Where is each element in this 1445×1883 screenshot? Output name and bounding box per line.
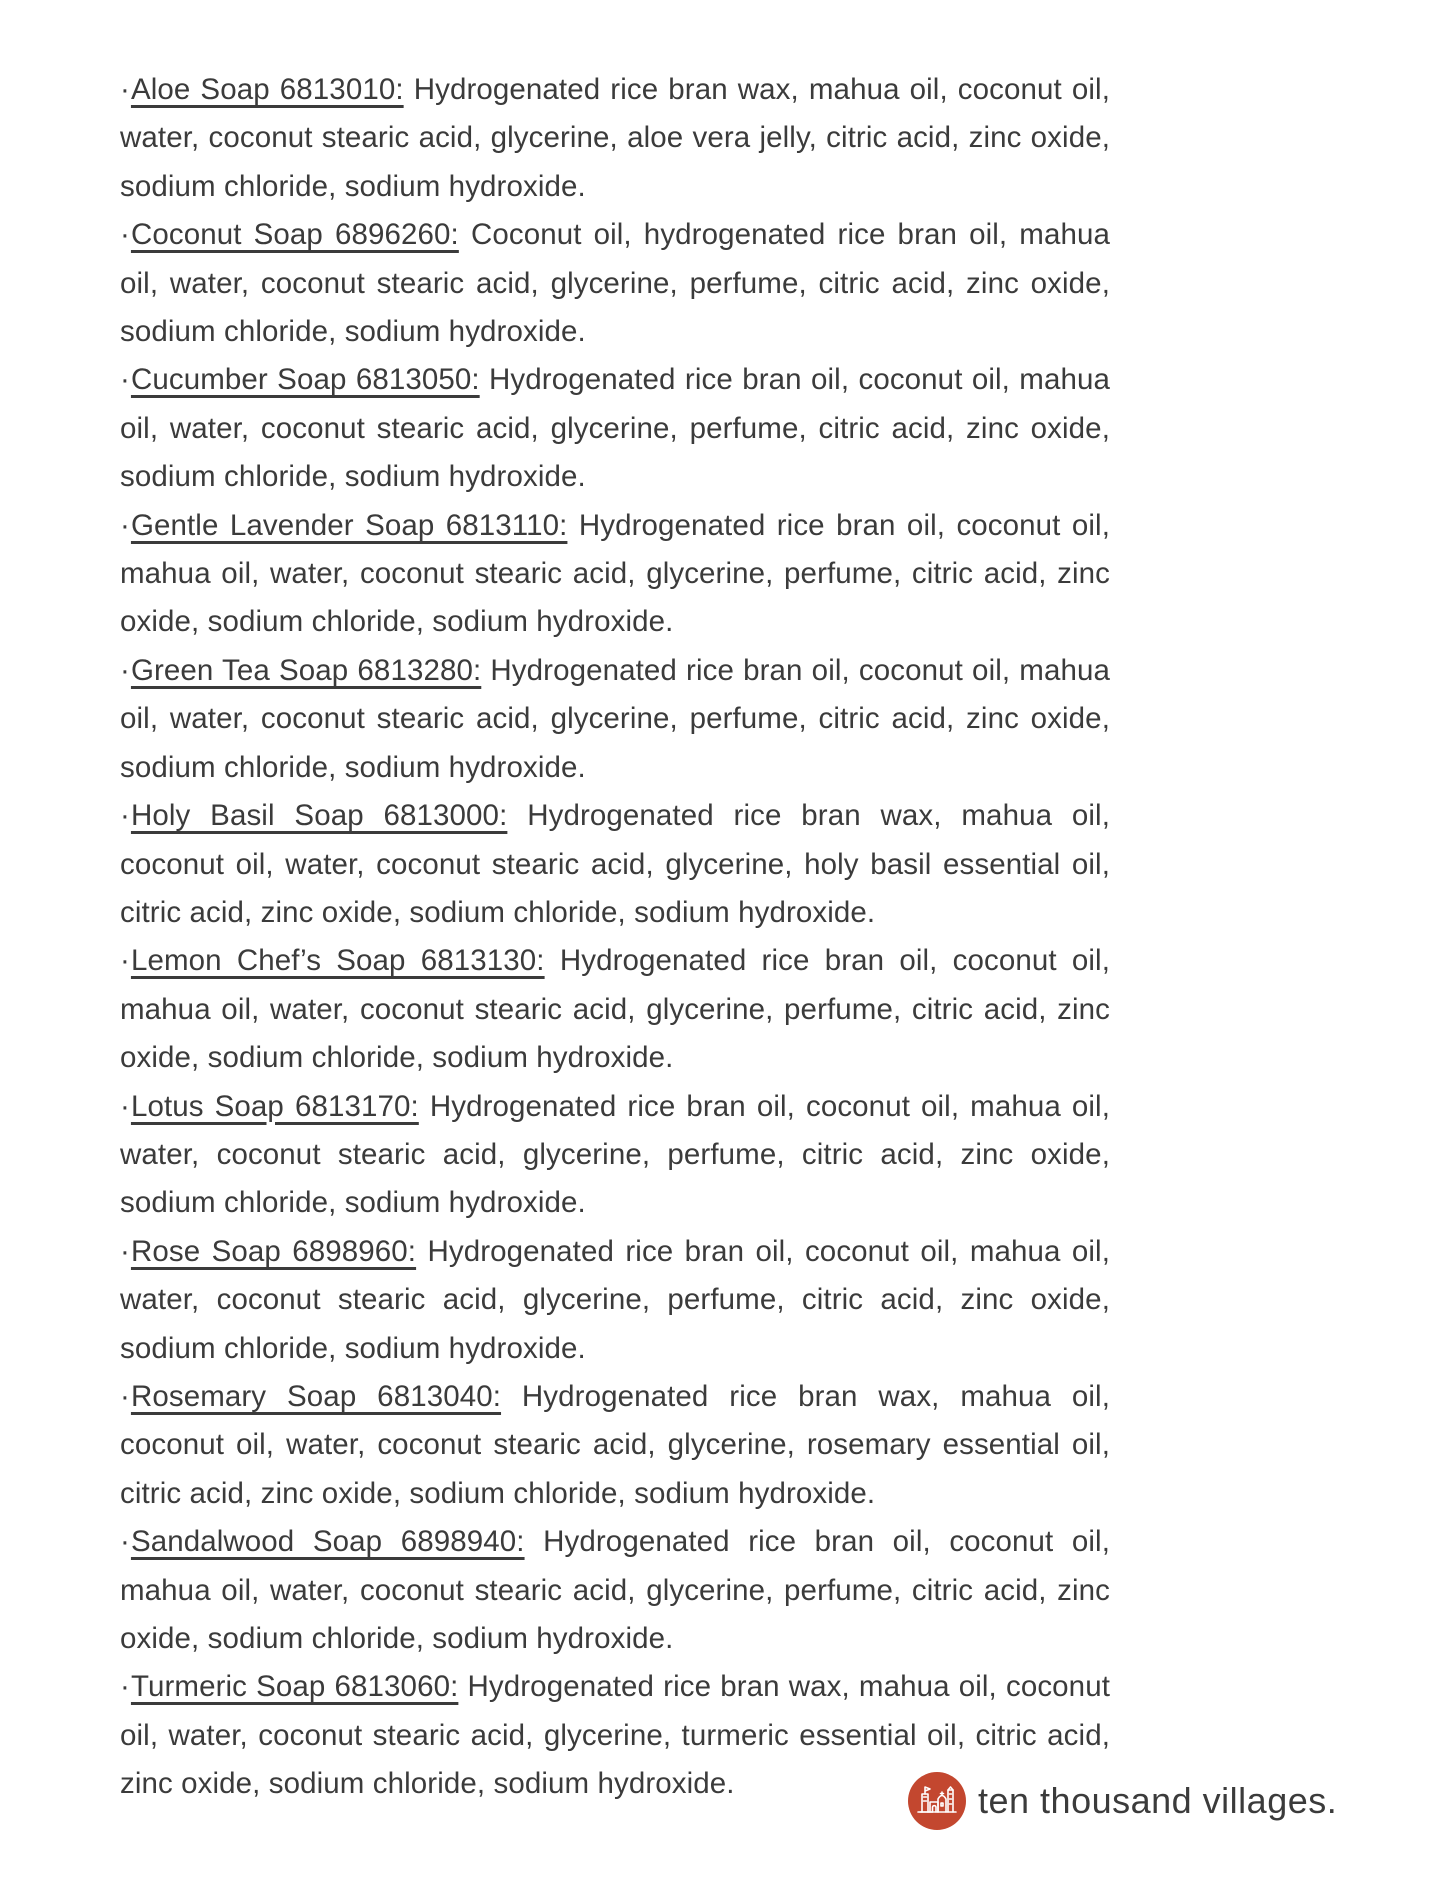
soap-heading: Turmeric Soap 6813060: [130,1670,459,1704]
soap-ingredients: Hydrogenated rice bran wax, mahua oil, coconut oil, water, coconut stearic acid, glycerine, turmeric essential oil, citric acid, zinc oxide, sodium chloride, sodium hydroxide. [120,1670,1110,1801]
soap-ingredients: Hydrogenated rice bran oil, coconut oil, mahua oil, water, coconut stearic acid, glycerine, perfume, citric acid, zinc oxide, sodium chloride, sodium hydroxide. [120,1089,1111,1220]
soap-entry [120,1518,1110,1663]
bullet-dot: · [120,218,130,252]
bullet-dot: · [120,653,130,687]
soap-heading: Rosemary Soap 6813040: [130,1379,502,1413]
bullet-dot: · [120,73,130,106]
soap-entry [120,356,1110,501]
soap-heading: Rose Soap 6898960: [130,1234,417,1268]
soap-list [120,66,1110,1809]
soap-heading: Lemon Chef’s Soap 6813130: [130,944,545,978]
bullet-dot: · [120,1670,130,1704]
soap-entry [120,647,1110,792]
soap-ingredients: Hydrogenated rice bran oil, coconut oil, mahua oil, water, coconut stearic acid, glycerine, perfume, citric acid, zinc oxide, sodium chloride, sodium hydroxide. [120,363,1111,494]
bullet-dot: · [120,1089,130,1123]
soap-entry [120,211,1110,356]
soap-entry [120,502,1110,647]
village-buildings-icon [908,1772,966,1830]
soap-entry [120,66,1110,211]
soap-ingredients: Hydrogenated rice bran wax, mahua oil, coconut oil, water, coconut stearic acid, glycerine, holy basil essential oil, citric acid, zinc oxide, sodium chloride, sodium hydroxide. [120,799,1111,929]
soap-entry [120,1373,1110,1518]
soap-ingredients: Coconut oil, hydrogenated rice bran oil, mahua oil, water, coconut stearic acid, glycerine, perfume, citric acid, zinc oxide, sodium chloride, sodium hydroxide. [120,218,1110,349]
brand-name: ten thousand villages. [978,1780,1338,1821]
soap-ingredients: Hydrogenated rice bran oil, coconut oil, mahua oil, water, coconut stearic acid, glycerine, perfume, citric acid, zinc oxide, sodium chloride, sodium hydroxide. [120,944,1110,1075]
soap-ingredients: Hydrogenated rice bran wax, mahua oil, coconut oil, water, coconut stearic acid, glycerine, rosemary essential oil, citric acid, zinc oxide, sodium chloride, sodium hydroxide. [120,1379,1111,1510]
bullet-dot: · [120,1525,130,1559]
soap-entry [120,937,1110,1082]
soap-entry [120,1083,1110,1228]
soap-heading: Aloe Soap 6813010: [130,73,404,106]
soap-heading: Holy Basil Soap 6813000: [130,799,508,833]
soap-heading: Gentle Lavender Soap 6813110: [130,508,568,542]
soap-heading: Lotus Soap 6813170: [130,1089,419,1123]
soap-entry [120,1228,1110,1373]
soap-ingredients: Hydrogenated rice bran oil, coconut oil, mahua oil, water, coconut stearic acid, glycerine, perfume, citric acid, zinc oxide, sodium chloride, sodium hydroxide. [120,653,1110,784]
soap-heading: Cucumber Soap 6813050: [130,363,480,397]
soap-heading: Sandalwood Soap 6898940: [130,1525,525,1559]
bullet-dot: · [120,1234,130,1268]
bullet-dot: · [120,944,130,978]
soap-ingredients: Hydrogenated rice bran oil, coconut oil, mahua oil, water, coconut stearic acid, glycerine, perfume, citric acid, zinc oxide, sodium chloride, sodium hydroxide. [120,508,1110,639]
brand-logo [908,1772,1337,1830]
soap-ingredients: Hydrogenated rice bran oil, coconut oil, mahua oil, water, coconut stearic acid, glycerine, perfume, citric acid, zinc oxide, sodium chloride, sodium hydroxide. [120,1525,1111,1655]
bullet-dot: · [120,508,130,542]
soap-heading: Coconut Soap 6896260: [130,218,459,252]
bullet-dot: · [120,363,130,397]
soap-entry [120,792,1110,937]
soap-ingredients: Hydrogenated rice bran oil, coconut oil, mahua oil, water, coconut stearic acid, glycerine, perfume, citric acid, zinc oxide, sodium chloride, sodium hydroxide. [120,1234,1111,1365]
bullet-dot: · [120,799,130,833]
soap-heading: Green Tea Soap 6813280: [130,653,482,687]
bullet-dot: · [120,1379,130,1413]
soap-ingredients: Hydrogenated rice bran wax, mahua oil, coconut oil, water, coconut stearic acid, glycerine, aloe vera jelly, citric acid, zinc oxide, sodium chloride, sodium hydroxide. [120,73,1110,203]
